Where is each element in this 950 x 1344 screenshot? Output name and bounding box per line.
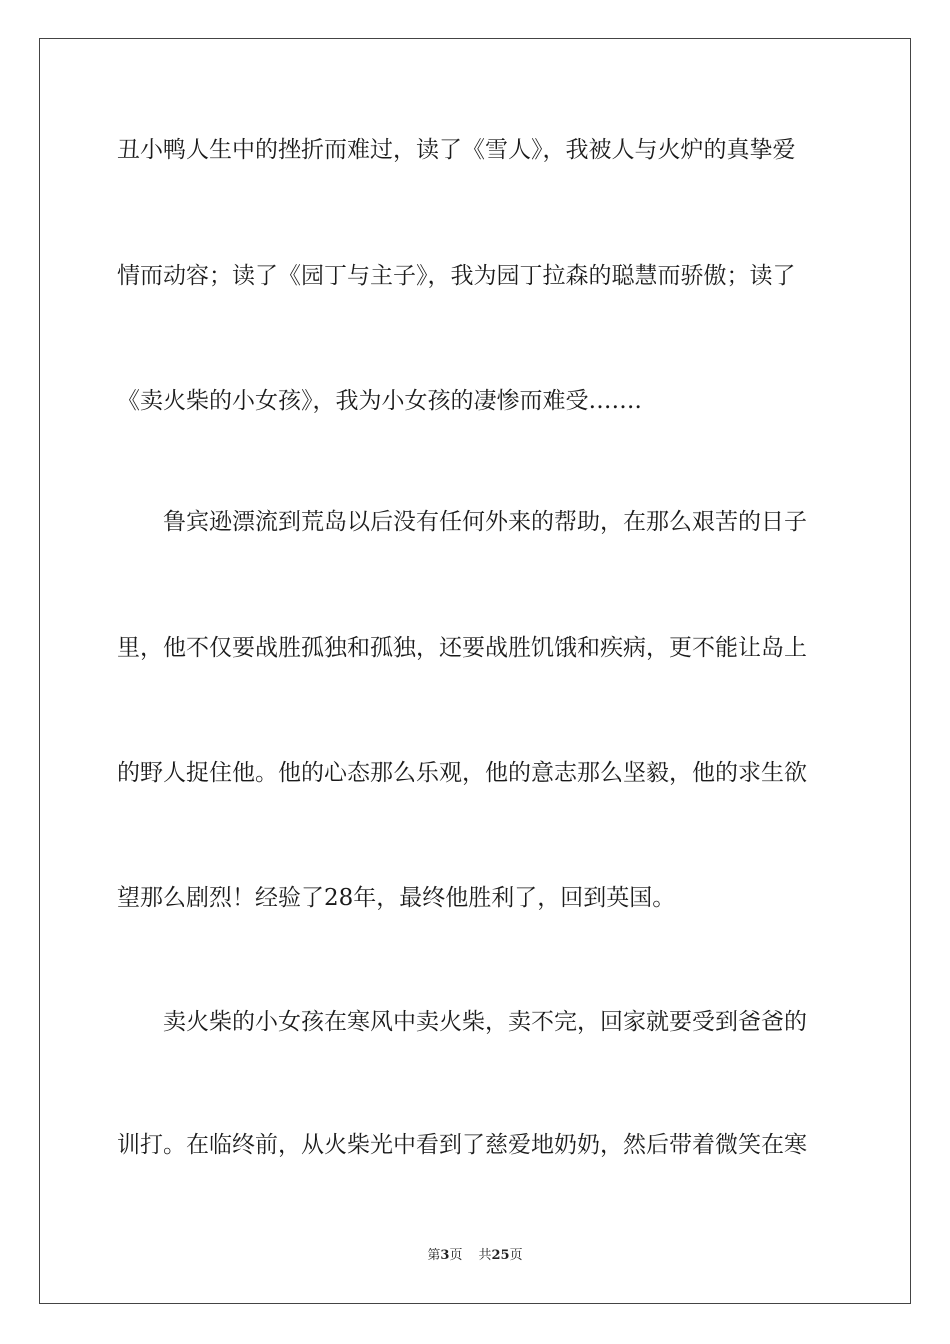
text-line-8: 卖火柴的小女孩在寒风中卖火柴，卖不完，回家就要受到爸爸的 <box>163 1009 807 1035</box>
text-line-4: 鲁宾逊漂流到荒岛以后没有任何外来的帮助，在那么艰苦的日子 <box>163 509 807 535</box>
page-number: 3 <box>440 1248 450 1263</box>
total-pages: 25 <box>491 1248 510 1263</box>
text-line-6: 的野人捉住他。他的心态那么乐观，他的意志那么坚毅，他的求生欲 <box>117 760 807 786</box>
page-border <box>39 38 911 1304</box>
total-suffix: 页 <box>509 1248 523 1263</box>
page-footer <box>0 1247 950 1265</box>
page-prefix: 第 <box>427 1248 441 1263</box>
page-suffix: 页 <box>449 1248 463 1263</box>
total-prefix: 共 <box>478 1248 492 1263</box>
text-line-9: 训打。在临终前，从火柴光中看到了慈爱地奶奶，然后带着微笑在寒 <box>117 1132 807 1158</box>
text-line-3: 《卖火柴的小女孩》，我为小女孩的凄惨而难受……. <box>117 388 642 414</box>
text-line-5: 里，他不仅要战胜孤独和孤独，还要战胜饥饿和疾病，更不能让岛上 <box>117 635 807 661</box>
text-line-7: 望那么剧烈！经验了28年，最终他胜利了，回到英国。 <box>117 885 676 911</box>
text-line-1: 丑小鸭人生中的挫折而难过，读了《雪人》，我被人与火炉的真挚爱 <box>117 137 796 163</box>
text-line-2: 情而动容；读了《园丁与主子》，我为园丁拉森的聪慧而骄傲；读了 <box>117 263 796 289</box>
